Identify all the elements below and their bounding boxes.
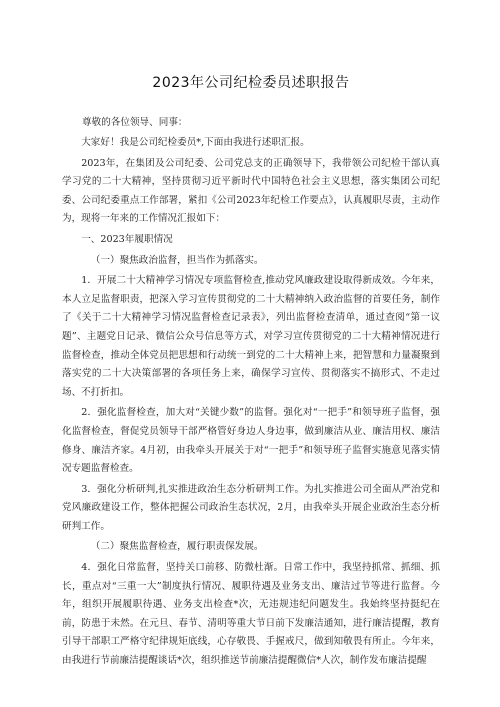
page-title: 2023年公司纪检委员述职报告	[152, 75, 350, 91]
body-paragraph: 4．强化日常监督，坚持关口前移、防微杜渐。日常工作中，我坚持抓常、抓细、抓长，重点对“三重一大”制度执行情况、履职待遇及业务支出、廉洁过节等进行监督。今年，组织开展履职待遇、业务支出检查*次，无违规违纪问题发生。我始终坚持挺纪在前，防患于未然。在元旦、春节、清明等重大节日前下发廉洁通知，进行廉洁提醒，教育引导干部职工严格守纪律规矩底线，心存敬畏、手握戒尺，做到知敬畏有所止。今年来，由我进行节前廉洁提醒谈话*次，组织推送节前廉洁提醒微信*人次，制作发布廉洁提醒	[62, 562, 440, 667]
intro-paragraph: 2023年，在集团及公司纪委、公司党总支的正确领导下，我带领公司纪检干部认真学习党的二十大精神，坚持贯彻习近平新时代中国特色社会主义思想，落实集团公司纪委、公司纪委重点工作部署，紧扣《公司2023年纪检工作要点》，认真履职尽责，主动作为，现将一年来的工作情况汇报如下：	[62, 157, 440, 225]
greeting-paragraph: 大家好！我是公司纪检委员*,下面由我进行述职汇报。	[81, 137, 310, 148]
subsection-heading: （一）聚焦政治监督，担当作为抓落实。	[90, 254, 264, 266]
section-heading: 一、2023年履职情况	[81, 233, 173, 245]
body-paragraph: 1．开展二十大精神学习情况专项监督检查,推动党风廉政建设取得新成效。今年来，本人立足监督职责，把深入学习宣传贯彻党的二十大精神纳入政治监督的首要任务，制作了《关于二十大精神学习情况监督检查记录表》，列出监督检查清单，通过查阅“第一议题”、主题党日记录、微信公众号信息等方式，对学习宣传贯彻党的二十大精神情况进行监督检查，推动全体党员把思想和行动统一到党的二十大精神上来，把智慧和力量凝聚到落实党的二十大决策部署的各项任务上来，确保学习宣传、贯彻落实不搞形式、不走过场、不打折扣。	[62, 275, 440, 398]
salutation: 尊敬的各位领导、同事：	[82, 117, 188, 128]
body-paragraph: 3．强化分析研判,扎实推进政治生态分析研判工作。为扎实推进公司全面从严治党和党风廉政建设工作，整体把握公司政治生态状况，2月，由我牵头开展企业政治生态分析研判工作。	[62, 483, 440, 532]
subsection-heading: （二）聚焦监督检查，履行职责保发展。	[90, 541, 264, 553]
body-paragraph: 2．强化监督检查，加大对“关键少数”的监督。强化对“一把手”和领导班子监督，强化监督检查，督促党员领导干部严格管好身边人身边事，做到廉洁从业、廉洁用权、廉洁修身、廉洁齐家。4月初，由我牵头开展关于对“一把手”和领导班子监督实施意见落实情况专题监督检查。	[62, 407, 440, 475]
